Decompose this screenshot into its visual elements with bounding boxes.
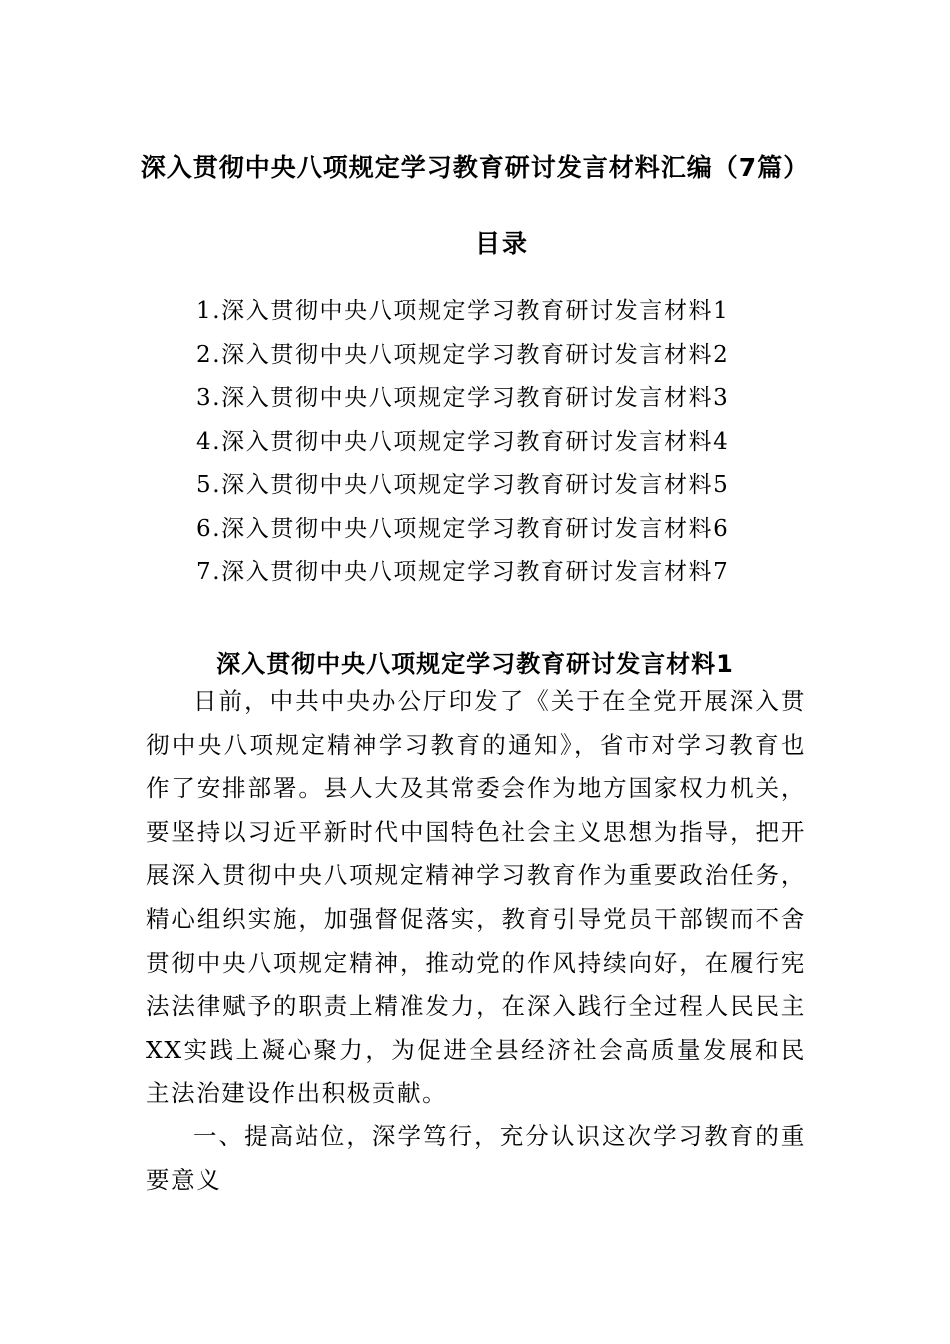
- toc-item-4[interactable]: 4.深入贯彻中央八项规定学习教育研讨发言材料4: [196, 428, 730, 455]
- document-title: 深入贯彻中央八项规定学习教育研讨发言材料汇编（7篇）: [140, 153, 810, 182]
- toc-item-2[interactable]: 2.深入贯彻中央八项规定学习教育研讨发言材料2: [196, 341, 730, 368]
- body-paragraph-heading-1: 一、提高站位，深学笃行，充分认识这次学习教育的重要意义: [146, 1122, 806, 1194]
- toc-heading: 目录: [474, 229, 529, 258]
- table-of-contents: [196, 290, 729, 595]
- toc-item-3[interactable]: 3.深入贯彻中央八项规定学习教育研讨发言材料3: [196, 385, 730, 411]
- toc-item-6[interactable]: 6.深入贯彻中央八项规定学习教育研讨发言材料6: [196, 515, 730, 542]
- toc-item-5[interactable]: 5.深入贯彻中央八项规定学习教育研讨发言材料5: [196, 472, 730, 498]
- toc-item-7[interactable]: 7.深入贯彻中央八项规定学习教育研讨发言材料7: [196, 559, 730, 585]
- section-title: 深入贯彻中央八项规定学习教育研讨发言材料1: [216, 650, 734, 678]
- body-paragraph-intro: 日前，中共中央办公厅印发了《关于在全党开展深入贯彻中央八项规定精神学习教育的通知》，省市对学习教育也作了安排部署。县人大及其常委会作为地方国家权力机关，要坚持以习近平新时代中国特色社会主义思想为指导，把开展深入贯彻中央八项规定精神学习教育作为重要政治任务，精心组织实施，加强督促落实，教育引导党员干部锲而不舍贯彻中央八项规定精神，推动党的作风持续向好，在履行宪法法律赋予的职责上精准发力，在深入践行全过程人民民主XX实践上凝心聚力，为促进全县经济社会高质量发展和民主法治建设作出积极贡献。: [146, 687, 806, 1108]
- toc-item-1[interactable]: 1.深入贯彻中央八项规定学习教育研讨发言材料1: [196, 298, 730, 324]
